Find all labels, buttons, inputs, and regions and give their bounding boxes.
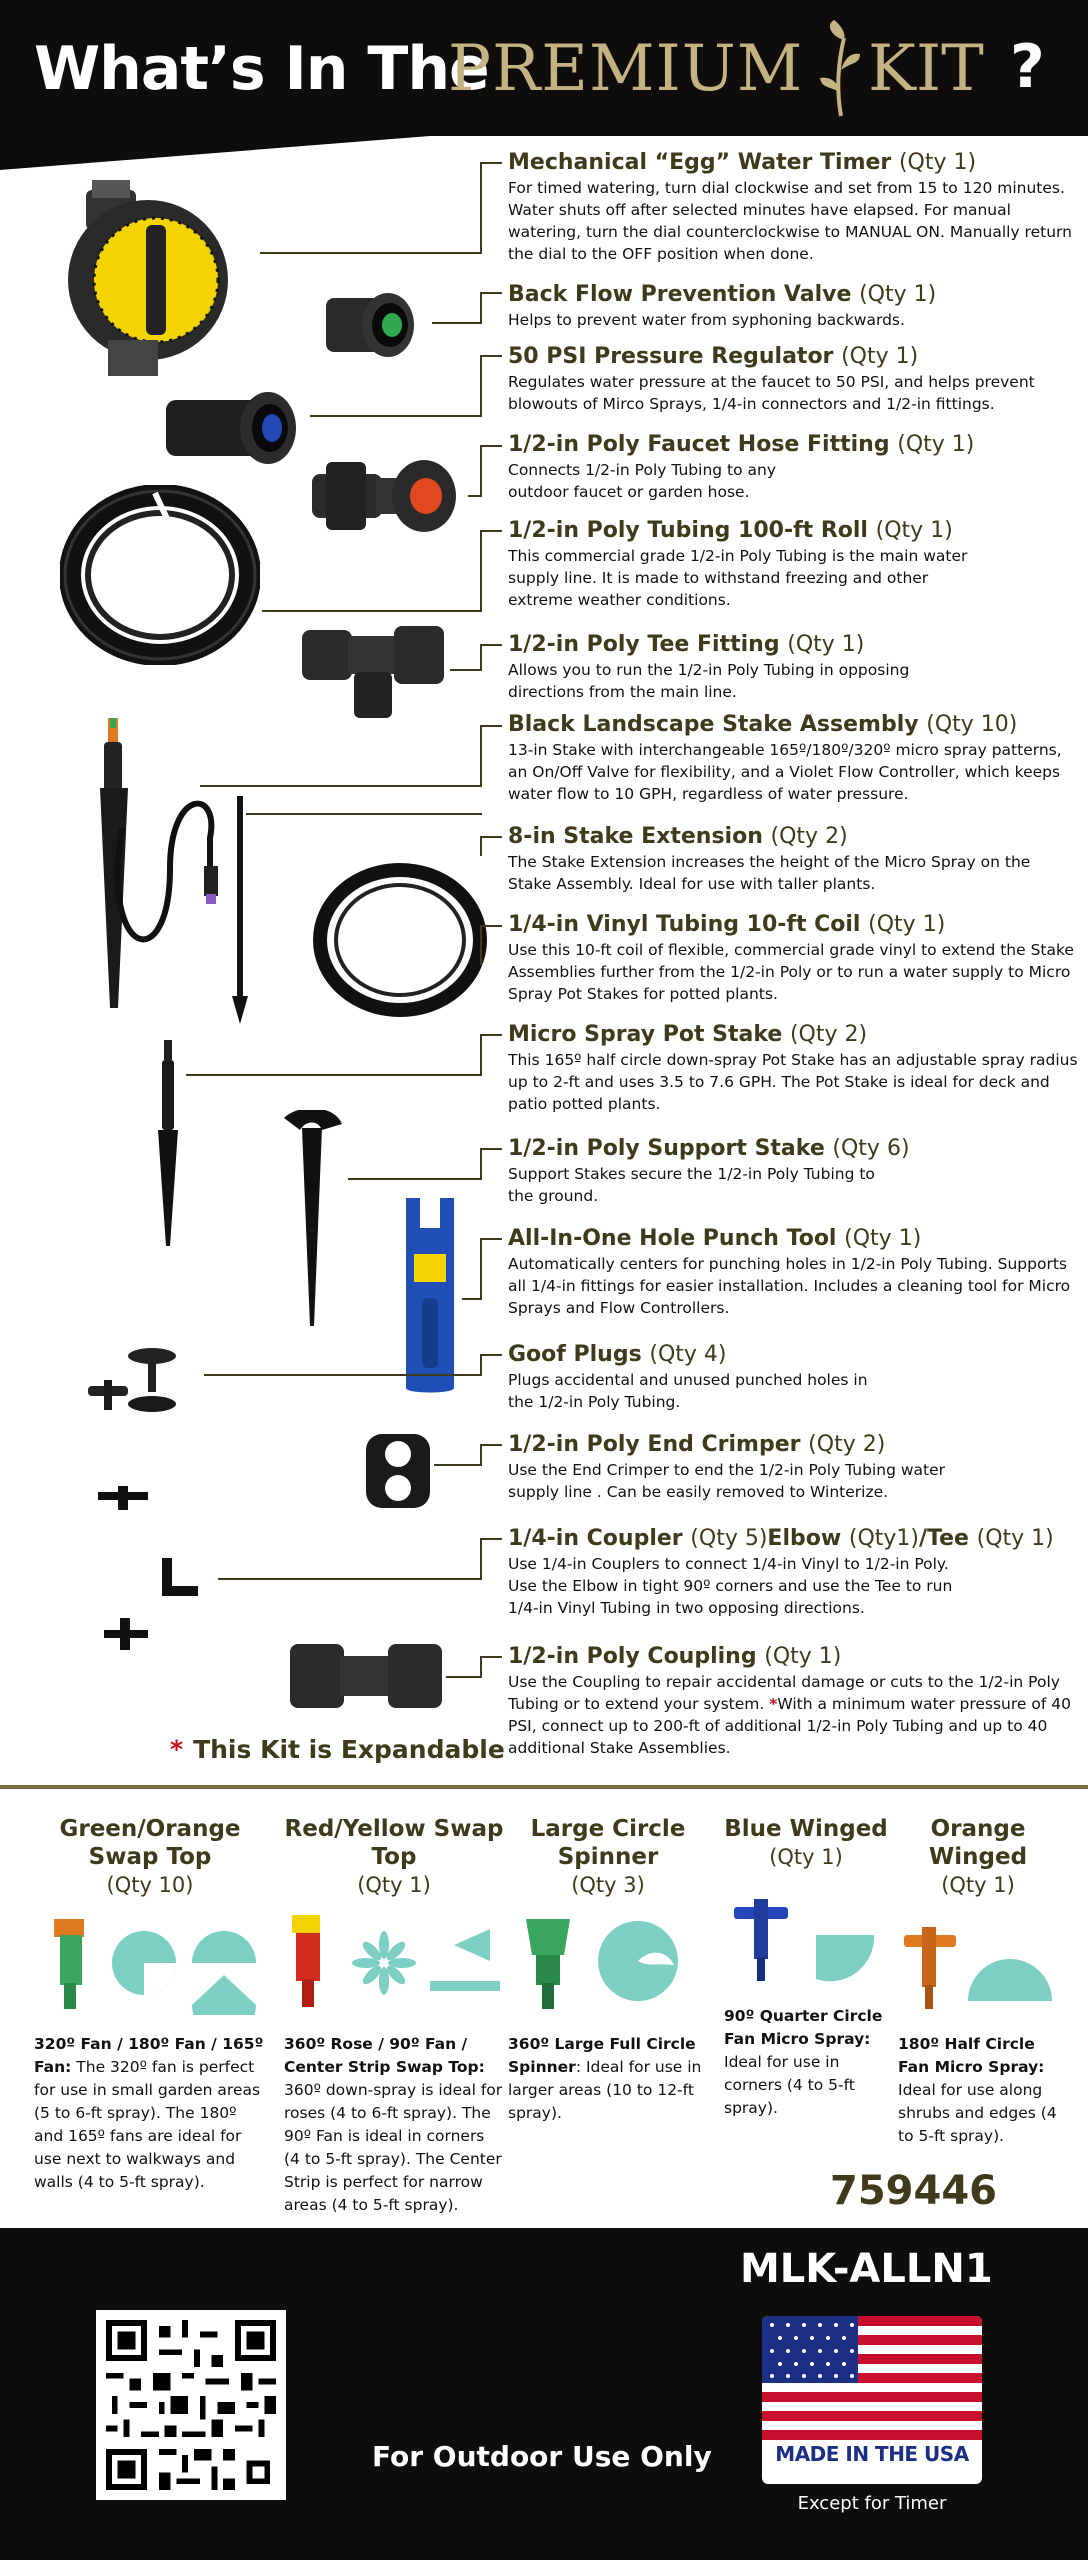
item-end-crimper: [508, 1432, 1078, 1503]
item-qty: (Qty 5): [690, 1526, 768, 1551]
col-title: Blue Winged: [724, 1816, 888, 1842]
bracket-tick: [480, 162, 502, 164]
spray-col-orange-winged: [898, 1815, 1058, 2148]
item-qty: (Qty 2): [808, 1432, 886, 1457]
pressure-regulator-icon: [158, 382, 308, 472]
item-title: 1/2-in Poly Tubing 100-ft Roll: [508, 518, 868, 543]
bracket: [480, 644, 482, 669]
spray-col-circle-spinner: [508, 1815, 708, 2125]
item-qty: (Qty 1): [844, 1226, 922, 1251]
item-hole-punch-tool: [508, 1226, 1078, 1319]
item-desc: For timed watering, turn dial clockwise and set from 15 to 120 minutes. Water shuts off after selected minutes have elapsed. For manual watering, turn the dial counterclockwise to MANUAL ON. Manually return the dial to the OFF position when done.: [508, 179, 1072, 263]
bracket-tick: [310, 415, 482, 417]
bracket: [480, 1238, 482, 1298]
item-qty: (Qty 1): [898, 150, 977, 175]
item-title: 1/2-in Poly Support Stake: [508, 1136, 825, 1161]
item-goof-plugs: [508, 1342, 1078, 1413]
green-orange-spray-icon: [34, 1905, 266, 2015]
bracket-tick: [218, 1578, 482, 1580]
item-desc: Use the End Crimper to end the 1/2-in Poly Tubing water supply line . Can be easily removed to Winterize.: [508, 1461, 945, 1501]
bracket-tick: [480, 925, 502, 927]
bracket-tick: [480, 1538, 502, 1540]
bracket-tick: [480, 292, 502, 294]
expandable-text: This Kit is Expandable: [193, 1735, 505, 1764]
item-qty: (Qty 10): [926, 712, 1018, 737]
item-title: Back Flow Prevention Valve: [508, 282, 852, 307]
stake-extension-icon: [228, 796, 252, 1026]
bracket: [480, 292, 482, 322]
bracket: [480, 836, 482, 856]
blue-winged-spray-icon: [724, 1877, 888, 1987]
col-qty: (Qty 1): [357, 1873, 431, 1897]
col-qty: (Qty 1): [941, 1873, 1015, 1897]
col-desc-bold: 180º Half Circle Fan Micro Spray:: [898, 2035, 1045, 2076]
item-qty: (Qty 6): [832, 1136, 910, 1161]
col-desc: Ideal for use in corners (4 to 5-ft spray).: [724, 2053, 855, 2117]
item-desc: Helps to prevent water from syphoning backwards.: [508, 311, 905, 329]
col-qty: (Qty 1): [769, 1845, 843, 1869]
bracket-tick: [480, 725, 502, 727]
asterisk: *: [170, 1735, 184, 1764]
item-backflow-valve: [508, 282, 1078, 331]
item-title: Mechanical “Egg” Water Timer: [508, 150, 892, 175]
orange-winged-spray-icon: [898, 1905, 1058, 2015]
item-qty: (Qty 1): [868, 912, 946, 937]
bracket: [480, 355, 482, 415]
poly-tubing-roll-icon: [60, 485, 260, 665]
item-qty: (Qty 2): [770, 824, 848, 849]
item-qty: (Qty 1): [764, 1644, 842, 1669]
tee-fitting-icon: [298, 612, 448, 722]
bracket: [480, 445, 482, 495]
item-desc: Use the Coupling to repair accidental damage or cuts to the 1/2-in Poly Tubing or to extend your system.: [508, 1673, 1060, 1713]
item-coupler-elbow-tee: [508, 1526, 1078, 1619]
col-desc: 360º down-spray is ideal for roses (4 to 6-ft spray). The 90º Fan is ideal in corners (4 to 5-ft spray). The Center Strip is perfect for narrow areas (4 to 5-ft spray).: [284, 2081, 503, 2214]
item-desc: Plugs accidental and unused punched holes in the 1/2-in Poly Tubing.: [508, 1371, 868, 1411]
support-stake-icon: [278, 1110, 348, 1330]
item-desc: The Stake Extension increases the height of the Micro Spray on the Stake Assembly. Ideal for use with taller plants.: [508, 853, 1031, 893]
col-title: Orange Winged: [928, 1816, 1028, 1870]
header-question-mark: ?: [1010, 32, 1045, 102]
bracket: [480, 162, 482, 252]
item-title: Black Landscape Stake Assembly: [508, 712, 919, 737]
col-title: Green/Orange Swap Top: [59, 1816, 241, 1870]
item-support-stake: [508, 1136, 1078, 1207]
col-qty: (Qty 3): [571, 1873, 645, 1897]
item-qty: (Qty 1): [859, 282, 937, 307]
bracket: [480, 925, 482, 965]
bracket-tick: [246, 813, 482, 815]
item-desc: Use 1/4-in Couplers to connect 1/4-in Vinyl to 1/2-in Poly. Use the Elbow in tight 90º corners and use the Tee to run 1/4-in Vinyl Tubing in two opposing directions.: [508, 1555, 953, 1617]
bracket-tick: [446, 1676, 482, 1678]
circle-spinner-icon: [508, 1905, 708, 2015]
section-divider: [0, 1785, 1088, 1789]
bracket-tick: [480, 530, 502, 532]
item-desc: Use this 10-ft coil of flexible, commercial grade vinyl to extend the Stake Assemblies further from the 1/2-in Poly or to run a water supply to Micro Spray Pot Stakes for potted plants.: [508, 941, 1074, 1003]
item-tee-fitting: [508, 632, 1078, 703]
item-qty: (Qty 1): [875, 518, 953, 543]
bracket-tick: [480, 445, 502, 447]
item-qty: (Qty 1): [787, 632, 865, 657]
product-number: 759446: [830, 2168, 997, 2214]
poly-coupling-icon: [286, 1636, 446, 1716]
header-triangle: [0, 136, 430, 170]
item-title: 1/4-in Vinyl Tubing 10-ft Coil: [508, 912, 861, 937]
bracket-tick: [480, 1656, 502, 1658]
faucet-fitting-icon: [306, 456, 466, 536]
pot-stake-icon: [148, 1040, 188, 1250]
header-kit: KIT: [868, 32, 984, 106]
item-title: Micro Spray Pot Stake: [508, 1022, 783, 1047]
item-desc: This 165º half circle down-spray Pot Stake has an adjustable spray radius up to 2-ft and uses 3.5 to 7.6 GPH. The Pot Stake is ideal for deck and patio potted plants.: [508, 1051, 1078, 1113]
item-qty: (Qty 1): [897, 432, 975, 457]
item-qty: (Qty 4): [649, 1342, 727, 1367]
item-title-elbow: Elbow: [767, 1526, 842, 1551]
bracket: [480, 1034, 482, 1074]
header-question: What’s In The: [34, 34, 489, 104]
item-title: 8-in Stake Extension: [508, 824, 763, 849]
spray-col-green-orange: [34, 1815, 266, 2194]
item-poly-coupling: [508, 1644, 1078, 1759]
item-title: 1/2-in Poly Faucet Hose Fitting: [508, 432, 890, 457]
outdoor-notice: For Outdoor Use Only: [372, 2440, 712, 2473]
item-qty: (Qty 1): [841, 344, 919, 369]
header-banner: [0, 0, 1088, 136]
item-pressure-regulator: [508, 344, 1078, 415]
bracket-tick: [480, 1354, 502, 1356]
hole-punch-tool-icon: [398, 1198, 462, 1394]
col-desc-bold: 320º Fan / 180º Fan / 165º Fan:: [34, 2035, 264, 2076]
item-qty: (Qty 2): [789, 1022, 868, 1047]
qr-code-icon: [96, 2310, 286, 2500]
item-title: 1/2-in Poly End Crimper: [508, 1432, 801, 1457]
col-desc-bold: 90º Quarter Circle Fan Micro Spray:: [724, 2007, 883, 2048]
asterisk: *: [769, 1695, 778, 1713]
bracket-tick: [204, 1374, 482, 1376]
spray-col-red-yellow: [284, 1815, 504, 2217]
leaf-logo-icon: [818, 18, 864, 118]
item-desc-more: With a minimum water pressure of 40 PSI, connect up to 200-ft of additional 1/2-in Poly Tubing and up to 40 additional Stake Assemblies.: [508, 1695, 1071, 1757]
item-desc: This commercial grade 1/2-in Poly Tubing is the main water supply line. It is made to withstand freezing and other extreme weather conditions.: [508, 547, 968, 609]
col-title: Large Circle Spinner: [530, 1816, 686, 1870]
item-desc: Support Stakes secure the 1/2-in Poly Tubing to the ground.: [508, 1165, 875, 1205]
item-desc: 13-in Stake with interchangeable 165º/180º/320º micro spray patterns, an On/Off Valve for flexibility, and a Violet Flow Controller, which keeps water flow to 10 GPH, regardless of water pressure.: [508, 741, 1062, 803]
bracket-tick: [450, 669, 482, 671]
col-qty: (Qty 10): [106, 1873, 194, 1897]
col-title: Red/Yellow Swap Top: [284, 1816, 504, 1870]
bracket-tick: [200, 785, 482, 787]
col-desc-bold: 360º Rose / 90º Fan / Center Strip Swap Top:: [284, 2035, 485, 2076]
made-in-usa: MADE IN THE USA: [775, 2442, 969, 2466]
red-yellow-spray-icon: [284, 1905, 504, 2015]
bracket-tick: [480, 836, 502, 838]
item-egg-timer: [508, 150, 1078, 265]
item-title: 1/4-in Coupler: [508, 1526, 683, 1551]
expandable-note: [170, 1735, 505, 1764]
bracket-tick: [480, 1444, 502, 1446]
bracket-tick: [262, 610, 482, 612]
item-stake-assembly: [508, 712, 1078, 805]
col-desc-bold: 360º Large Full Circle Spinner: [508, 2035, 696, 2076]
egg-timer-icon: [38, 180, 258, 380]
vinyl-coil-icon: [310, 860, 490, 1020]
goof-plugs-icon: [84, 1346, 204, 1426]
end-crimper-icon: [362, 1430, 434, 1512]
col-desc: Ideal for use along shrubs and edges (4 to 5-ft spray).: [898, 2081, 1057, 2145]
spray-col-blue-winged: [724, 1815, 888, 2120]
backflow-valve-icon: [322, 280, 422, 370]
item-poly-tubing-roll: [508, 518, 1078, 611]
bracket-tick: [186, 1074, 482, 1076]
item-title: 1/2-in Poly Tee Fitting: [508, 632, 780, 657]
bracket-tick: [434, 1464, 482, 1466]
col-desc: The 320º fan is perfect for use in small garden areas (5 to 6-ft spray). The 180º and 165º fans are ideal for use next to walkways and walls (4 to 5-ft spray).: [34, 2058, 261, 2191]
bracket: [480, 1148, 482, 1178]
item-title: All-In-One Hole Punch Tool: [508, 1226, 837, 1251]
item-desc: Regulates water pressure at the faucet to 50 PSI, and helps prevent blowouts of Mirco Sprays, 1/4-in connectors and 1/2-in fittings.: [508, 373, 1035, 413]
bracket-tick: [432, 322, 482, 324]
item-stake-extension: [508, 824, 1078, 895]
bracket: [480, 1444, 482, 1464]
bracket-tick: [480, 1034, 502, 1036]
item-desc: Automatically centers for punching holes in 1/2-in Poly Tubing. Supports all 1/4-in fittings for easier installation. Includes a cleaning tool for Micro Sprays and Flow Controllers.: [508, 1255, 1071, 1317]
bracket-tick: [260, 252, 482, 254]
bracket-tick: [480, 355, 502, 357]
bracket: [480, 1354, 482, 1374]
item-qty-tee: (Qty 1): [976, 1526, 1054, 1551]
coupler-elbow-tee-icon: [98, 1486, 218, 1656]
item-desc: Connects 1/2-in Poly Tubing to any outdoor faucet or garden hose.: [508, 461, 777, 501]
item-title: 50 PSI Pressure Regulator: [508, 344, 834, 369]
bracket: [480, 1538, 482, 1578]
header-premium: PREMIUM: [448, 32, 804, 106]
item-vinyl-coil: [508, 912, 1078, 1005]
bracket-tick: [462, 1298, 482, 1300]
bracket-tick: [480, 1148, 502, 1150]
stake-assembly-icon: [60, 718, 220, 1018]
item-desc: Allows you to run the 1/2-in Poly Tubing in opposing directions from the main line.: [508, 661, 910, 701]
item-title: Goof Plugs: [508, 1342, 642, 1367]
bracket-tick: [480, 1238, 502, 1240]
bracket: [480, 1656, 482, 1676]
bracket: [480, 725, 482, 785]
item-title-tee: /Tee: [918, 1526, 969, 1551]
item-faucet-fitting: [508, 432, 1078, 503]
bracket-tick: [468, 495, 482, 497]
except-timer: Except for Timer: [797, 2493, 947, 2514]
bracket-tick: [348, 1178, 482, 1180]
bracket: [480, 530, 482, 610]
item-title: 1/2-in Poly Coupling: [508, 1644, 757, 1669]
model-number: MLK-ALLN1: [740, 2246, 993, 2292]
item-qty-elbow: (Qty1): [848, 1526, 919, 1551]
col-desc: : Ideal for use in larger areas (10 to 12-ft spray).: [508, 2058, 702, 2122]
item-pot-stake: [508, 1022, 1078, 1115]
bracket-tick: [480, 644, 502, 646]
